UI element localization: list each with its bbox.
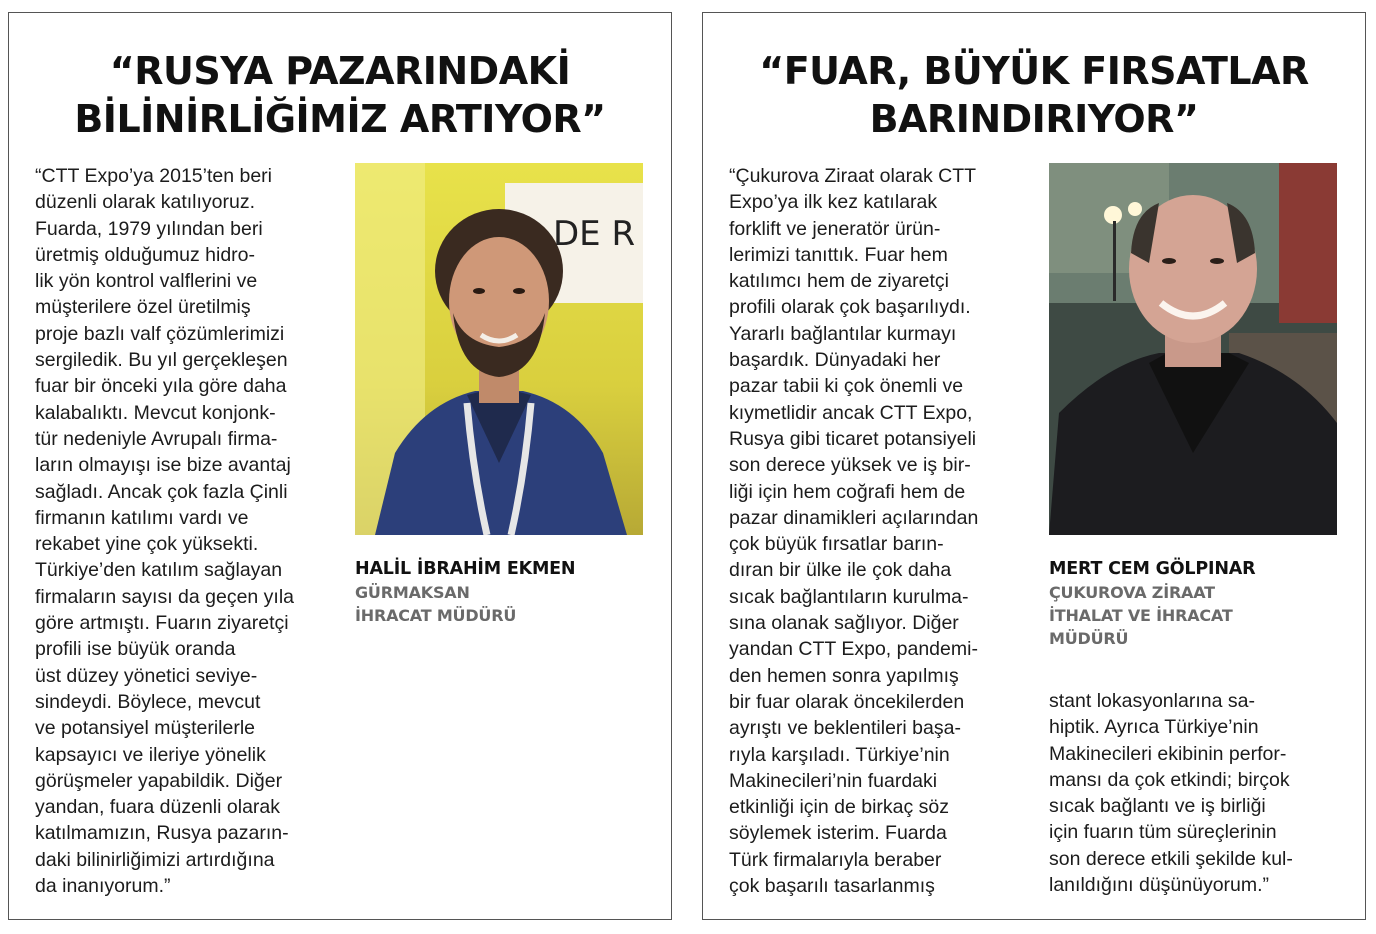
body-text-right: “Çukurova Ziraat olarak CTT Expo’ya ilk kez katılarak forklift ve jeneratör ürün- lerimizi tanıttık. Fuar hem katılımcı hem de ziyaretçi profili olarak çok başarılıydı. Yararlı bağlantılar kurmayı başardık. Dünyadaki her pazar tabii ki çok önemli ve kıymetlidir ancak CTT Expo, Rusya gibi ticaret potansiyeli son derece yüksek ve iş bir- liği için hem coğrafi hem de pazar dinamikleri açılarından çok büyük fırsatlar barın- dıran bir ülke ile çok daha sıcak bağlantıların kurulma- sına olanak sağlıyor. Diğer yandan CTT Expo, pandemi- den hemen sonra yapılmış bir fuar olarak öncekilerden ayrıştı ve beklentileri başa- rıyla karşıladı. Türkiye’nin Makinecileri’nin fuardaki etkinliği için de birkaç söz söylemek isterim. Fuarda Türk firmalarıyla beraber çok başarılı tasarlanmış (729, 165, 979, 898)
interview-panel-right (702, 12, 1366, 920)
body-text-right-continued: stant lokasyonlarına sa- hiptik. Ayrıca Türkiye’nin Makinecileri ekibinin perfor- mansı da çok etkindi; birçok sıcak bağlantı ve iş birliği için fuarın tüm süreçlerinin son derece etkili şekilde kul- lanıldığını düşünüyorum.” (1049, 690, 1293, 897)
portrait-photo-right (1049, 163, 1337, 535)
portrait-photo-left (355, 163, 643, 535)
body-text-left: “CTT Expo’ya 2015’ten beri düzenli olarak katılıyoruz. Fuarda, 1979 yılından beri üretmiş olduğumuz hidro- lik yön kontrol valflerini ve müşterilere özel üretilmiş proje bazlı valf çözümlerimizi sergiledik. Bu yıl gerçekleşen fuar bir önceki yıla göre daha kalabalıktı. Mevcut konjonk- tür nedeniyle Avrupalı firma- ların olmayışı ise bize avantaj sağladı. Ancak çok fazla Çinli firmanın katılımı vardı ve rekabet yine çok yüksekti. Türkiye’den katılım sağlayan firmaların sayısı da geçen yıla göre artmıştı. Fuarın ziyaretçi profili ise büyük oranda üst düzey yönetici seviye- sindeydi. Böylece, mevcut ve potansiyel müşterilerle kapsayıcı ve ileriye yönelik görüşmeler yapabildik. Diğer yandan, fuara düzenli olarak katılmamızın, Rusya pazarın- daki bilinirliğimizi artırdığına da inanıyorum.” (35, 165, 295, 898)
person-name-right: MERT CEM GÖLPINAR (1049, 559, 1256, 579)
interview-panel-left (8, 12, 672, 920)
person-name-left: HALİL İBRAHİM EKMEN (355, 559, 576, 579)
portrait-illustration-right (1049, 163, 1337, 535)
caption-left (355, 557, 655, 627)
person-title-left-line-1: GÜRMAKSAN (355, 583, 470, 602)
photo-sign-text: DE R (553, 214, 636, 254)
portrait-illustration-left (355, 163, 643, 535)
person-title-right-line-1: ÇUKUROVA ZİRAAT (1049, 583, 1215, 602)
headline-right: “FUAR, BÜYÜK FIRSATLAR BARINDIRIYOR” (759, 49, 1309, 141)
person-title-left-line-2: İHRACAT MÜDÜRÜ (355, 606, 517, 625)
headline-left: “RUSYA PAZARINDAKİ BİLİNİRLİĞİMİZ ARTIYOR” (74, 49, 606, 141)
caption-right (1049, 557, 1349, 650)
person-title-right-line-2: İTHALAT VE İHRACAT (1049, 606, 1233, 625)
person-title-right-line-3: MÜDÜRÜ (1049, 629, 1129, 648)
